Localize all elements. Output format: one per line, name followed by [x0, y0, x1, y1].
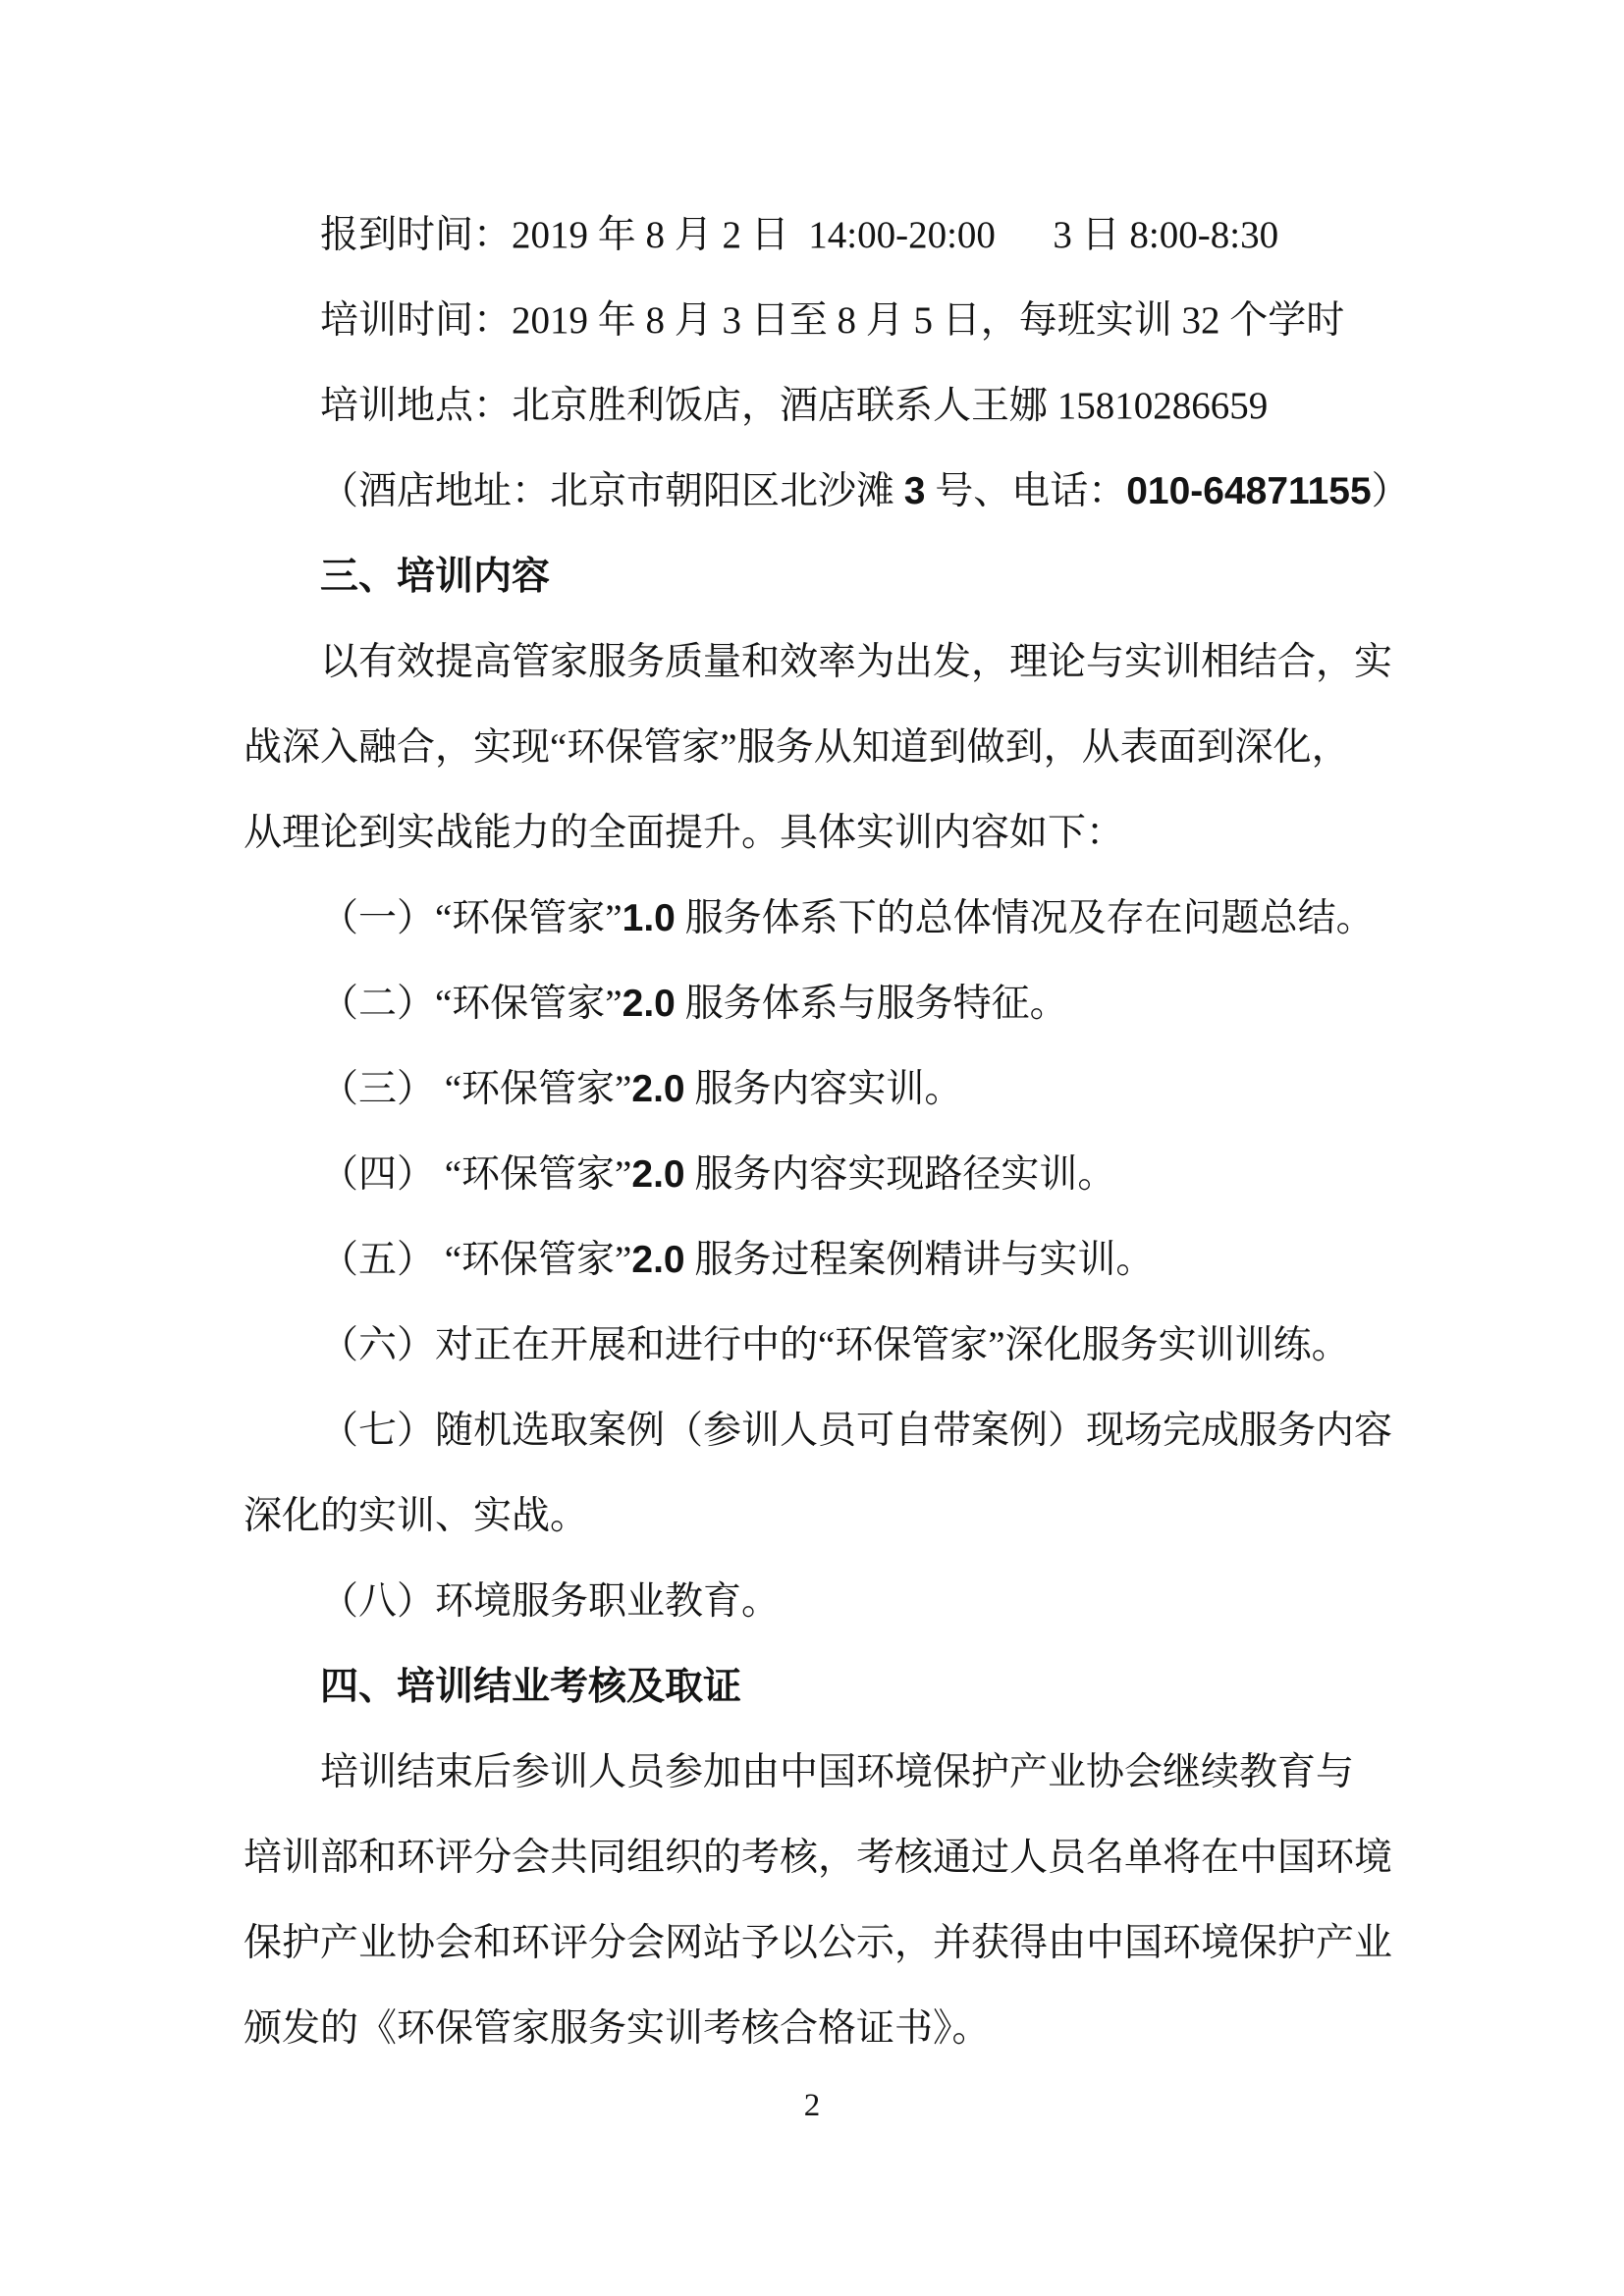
list-item-7-continuation: 深化的实训、实战。 [244, 1495, 589, 1537]
heading-section-3: 三、培训内容 [320, 556, 551, 598]
version-number: 2.0 [631, 1068, 685, 1110]
list-item-text: （一）“环保管家” [320, 897, 623, 939]
hotel-address-text: ） [1371, 470, 1410, 512]
hotel-street-number: 3 [903, 470, 926, 512]
line-hotel-address [244, 449, 1410, 534]
line-training-location: 培训地点：北京胜利饭店，酒店联系人王娜 15810286659 [320, 385, 1269, 427]
list-item-text: （五） “环保管家” [320, 1239, 632, 1281]
intro-paragraph-line-1: 以有效提高管家服务质量和效率为出发，理论与实训相结合，实 [320, 641, 1393, 683]
assessment-paragraph-line-3: 保护产业协会和环评分会网站予以公示，并获得由中国环境保护产业 [244, 1922, 1393, 1964]
list-item-3 [244, 1046, 1397, 1132]
list-item-text: 服务内容实训。 [684, 1068, 963, 1110]
line-training-time: 培训时间：2019 年 8 月 3 日至 8 月 5 日，每班实训 32 个学时 [320, 299, 1345, 342]
intro-paragraph-line-3: 从理论到实战能力的全面提升。具体实训内容如下： [244, 812, 1125, 854]
list-item-5 [244, 1217, 1397, 1303]
version-number: 1.0 [622, 897, 676, 939]
list-item-text: （三） “环保管家” [320, 1068, 632, 1110]
list-item-text: （四） “环保管家” [320, 1153, 632, 1196]
document-body [244, 192, 1410, 2071]
list-item-text: 服务过程案例精讲与实训。 [684, 1239, 1155, 1281]
version-number: 2.0 [622, 983, 676, 1025]
assessment-paragraph-line-4: 颁发的《环保管家服务实训考核合格证书》。 [244, 2007, 991, 2050]
heading-section-4: 四、培训结业考核及取证 [320, 1666, 742, 1708]
version-number: 2.0 [631, 1153, 685, 1196]
hotel-phone-number: 010-64871155 [1126, 470, 1372, 512]
list-item-1 [244, 876, 1397, 961]
line-checkin-time: 报到时间：2019 年 8 月 2 日 14:00-20:00 3 日 8:00-8:30 [320, 214, 1279, 256]
hotel-address-text: 号、电话： [925, 470, 1127, 512]
assessment-paragraph-line-2: 培训部和环评分会共同组织的考核，考核通过人员名单将在中国环境 [244, 1837, 1393, 1879]
list-item-text: 服务体系与服务特征。 [675, 983, 1068, 1025]
intro-paragraph-line-2: 战深入融合，实现“环保管家”服务从知道到做到，从表面到深化， [244, 726, 1350, 769]
version-number: 2.0 [631, 1239, 685, 1281]
list-item-text: （二）“环保管家” [320, 983, 623, 1025]
list-item-8: （八）环境服务职业教育。 [320, 1580, 781, 1623]
list-item-6: （六）对正在开展和进行中的“环保管家”深化服务实训训练。 [320, 1324, 1350, 1366]
list-item-7: （七）随机选取案例（参训人员可自带案例）现场完成服务内容 [320, 1410, 1393, 1452]
assessment-paragraph-line-1: 培训结束后参训人员参加由中国环境保护产业协会继续教育与 [320, 1751, 1355, 1793]
page-number: 2 [803, 2088, 821, 2123]
list-item-4 [244, 1132, 1397, 1217]
list-item-text: 服务内容实现路径实训。 [684, 1153, 1116, 1196]
list-item-text: 服务体系下的总体情况及存在问题总结。 [675, 897, 1375, 939]
hotel-address-text: （酒店地址：北京市朝阳区北沙滩 [320, 470, 904, 512]
list-item-2 [244, 961, 1397, 1046]
